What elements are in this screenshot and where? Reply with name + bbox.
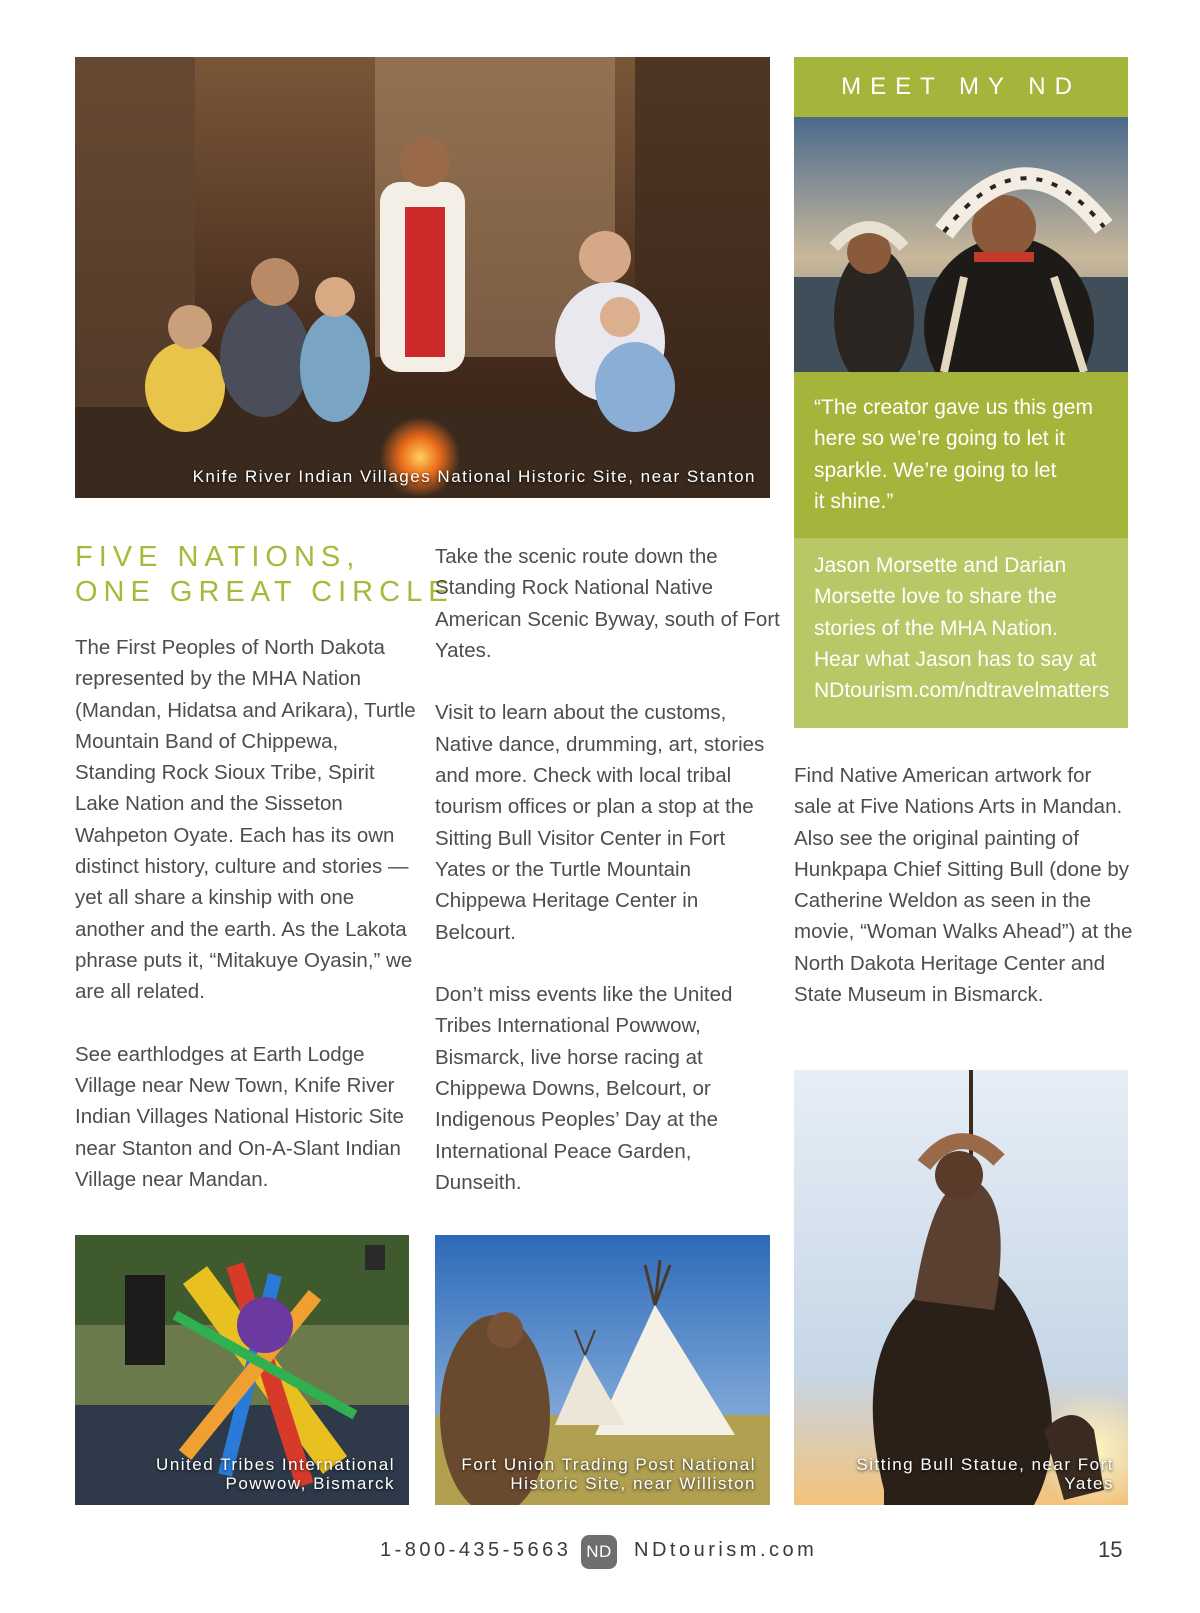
sitting-bull-image [794,1070,1128,1505]
chiefs-image [794,117,1128,372]
bio-line: Jason Morsette and Darian [814,554,1067,577]
bio-link[interactable]: NDtourism.com/ndtravelmatters [814,679,1110,703]
heading-line: ONE GREAT CIRCLE [75,576,454,608]
knife-river-caption: Knife River Indian Villages National Historic Site, near Stanton [192,467,756,486]
paragraph: See earthlodges at Earth Lodge Village near New Town, Knife River Indian Villages National Historic Site near Stanton and On-A-Slant Indian Village near Mandan. [75,1042,404,1192]
powwow-caption [85,1455,395,1493]
paragraph: Visit to learn about the customs, Native dance, drumming, art, stories and more. Check with local tribal tourism offices or plan a stop at the Sitting Bull Visitor Center in Fort Yates or the Turtle Mountain Chippewa Heritage Center in Belcourt. [435,701,765,944]
article-column-2 [435,541,780,1230]
photo-powwow [75,1235,409,1505]
knife-river-image [75,57,770,498]
caption-line: Powwow, Bismarck [225,1474,395,1493]
paragraph: Don’t miss events like the United Tribes International Powwow, Bismarck, live horse racing at Chippewa Downs, Belcourt, or Indigenous Peoples’ Day at the International Peace Garden, Dunseith. [435,983,733,1194]
bio-line: Hear what Jason has to say at [814,647,1097,671]
quote-line: sparkle. We’re going to let [814,458,1057,482]
quote-line: here so we’re going to let it [814,427,1065,451]
photo-sitting-bull [794,1070,1128,1505]
article-column-1 [75,632,420,1227]
caption-line: United Tribes International [156,1455,395,1474]
caption-line: Fort Union Trading Post National [461,1455,756,1474]
page-number: 15 [1098,1537,1123,1562]
photo-fort-union [435,1235,770,1505]
bio-box [794,538,1128,728]
article-column-3 [794,760,1134,1042]
nd-logo-icon: ND [581,1535,617,1569]
footer [0,1535,1200,1571]
article-heading [75,540,454,610]
caption-line: Historic Site, near Williston [510,1474,756,1493]
paragraph: Find Native American artwork for sale at Five Nations Arts in Mandan. Also see the original painting of Hunkpapa Chief Sitting Bull (done by Catherine Weldon as seen in the movie, “Woman Walks Ahead”) at the North Dakota Heritage Center and State Museum in Bismarck. [794,764,1133,1007]
fort-union-caption [445,1455,756,1493]
quote-line: it shine.” [814,489,894,513]
website-link[interactable]: NDtourism.com [634,1539,818,1561]
bio-line: Morsette love to share the [814,585,1057,609]
quote-box [794,372,1128,538]
quote-line: “The creator gave us this gem [814,396,1093,419]
bio-line: stories of the MHA Nation. [814,616,1058,640]
photo-chiefs [794,117,1128,372]
phone-number[interactable]: 1-800-435-5663 [380,1539,572,1561]
sitting-bull-caption: Sitting Bull Statue, near Fort Yates [856,1455,1114,1493]
paragraph: Take the scenic route down the Standing Rock National Native American Scenic Byway, south of Fort Yates. [435,545,780,662]
meet-my-nd-header: MEET MY ND [794,57,1128,117]
heading-line: FIVE NATIONS, [75,541,361,573]
photo-knife-river [75,57,770,498]
paragraph: The First Peoples of North Dakota represented by the MHA Nation (Mandan, Hidatsa and Arikara), Turtle Mountain Band of Chippewa, Standing Rock Sioux Tribe, Spirit Lake Nation and the Sisseton Wahpeton Oyate. Each has its own distinct history, culture and stories — yet all share a kinship with one another and the earth. As the Lakota phrase puts it, “Mitakuye Oyasin,” we are all related. [75,636,416,1004]
